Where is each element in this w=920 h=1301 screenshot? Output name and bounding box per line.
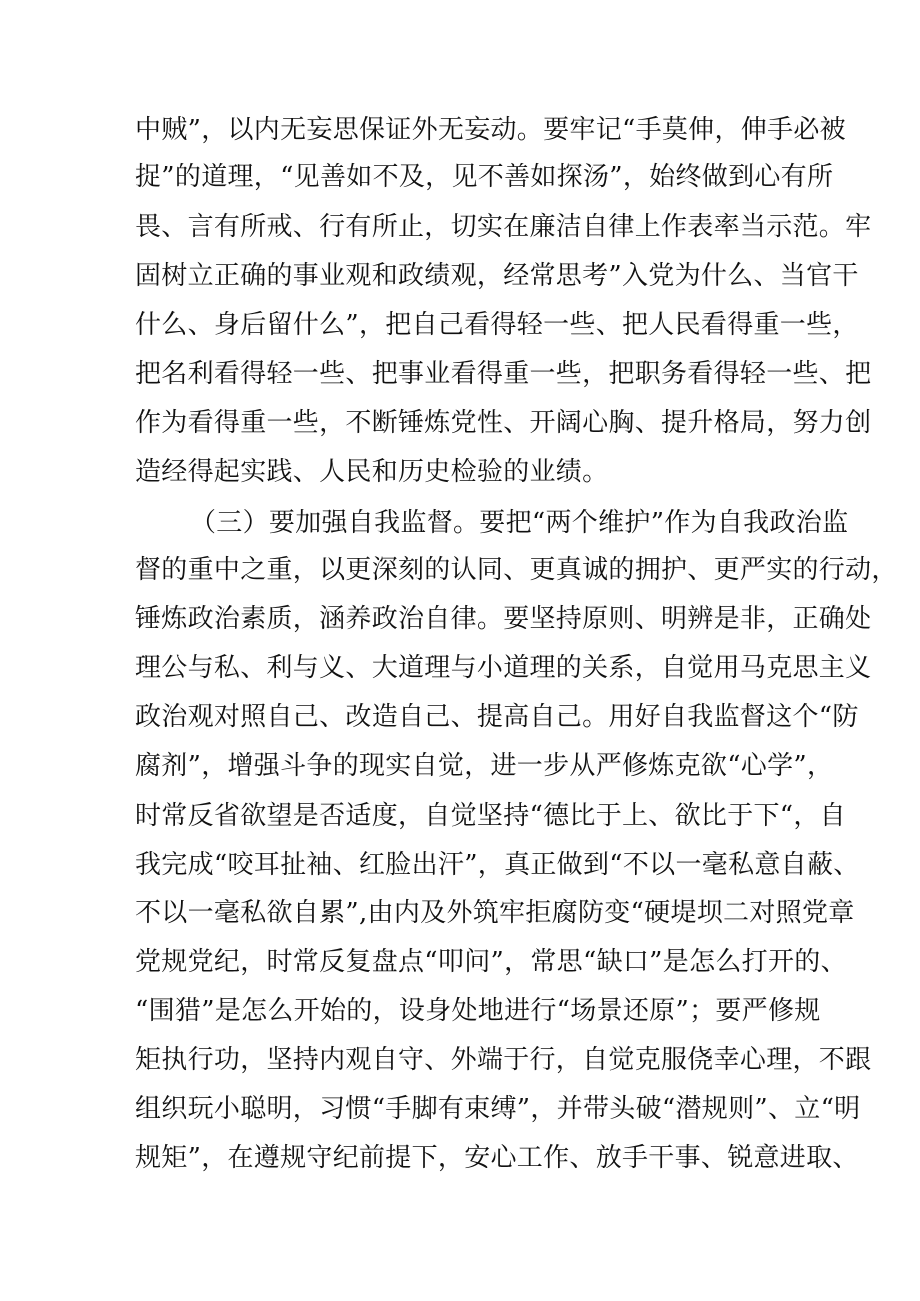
text-line: 捉”的道理，“见善如不及，见不善如探汤”，始终做到心有所 [135,162,834,192]
text-line: 督的重中之重，以更深刻的认同、更真诚的拥护、更严实的行动， [135,555,898,585]
text-line: 不以一毫私欲自累”,由内及外筑牢拒腐防变“硬堤坝二对照党章 [135,898,855,928]
text-line: 中贼”，以内无妄思保证外无妄动。要牢记“手莫伸，伸手必被 [135,115,846,145]
text-line: 腐剂”，增强斗争的现实自觉，进一步从严修炼克欲“心学”， [135,751,834,781]
text-line: 把名利看得轻一些、把事业看得重一些，把职务看得轻一些、把 [135,359,872,389]
text-line: 矩执行功，坚持内观自守、外端于行，自觉克服侥幸心理，不跟 [135,1045,872,1075]
section-heading-line: （三）要加强自我监督。要把“两个维护”作为自我政治监 [190,508,849,538]
text-line: 党规党纪，时常反复盘点“叩问”，常思“缺口”是怎么打开的、 [135,947,847,977]
text-line: 理公与私、利与义、大道理与小道理的关系，自觉用马克思主义 [135,653,872,683]
text-line: 作为看得重一些，不断锤炼党性、开阔心胸、提升格局，努力创 [135,408,872,438]
text-line: 规矩”，在遵规守纪前提下，安心工作、放手干事、锐意进取、 [135,1143,859,1173]
text-line: 什么、身后留什么”，把自己看得轻一些、把人民看得重一些， [135,310,859,340]
text-line: 政治观对照自己、改造自己、提高自己。用好自我监督这个“防 [135,702,859,732]
text-line: “围猎”是怎么开始的，设身处地进行“场景还原”；要严修规 [135,996,821,1026]
text-line: 锤炼政治素质，涵养政治自律。要坚持原则、明辨是非，正确处 [135,604,872,634]
text-line: 畏、言有所戒、行有所止，切实在廉洁自律上作表率当示范。牢 [135,212,872,242]
text-line: 我完成“咬耳扯袖、红脸出汗”，真正做到“不以一毫私意自蔽、 [135,850,860,880]
text-line: 造经得起实践、人民和历史检验的业绩。 [135,457,609,487]
text-line: 组织玩小聪明，习惯“手脚有束缚”，并带头破“潜规则”、立“明 [135,1094,861,1124]
text-line: 固树立正确的事业观和政绩观，经常思考”入党为什么、当官干 [135,261,859,291]
text-line: 时常反省欲望是否适度，自觉坚持“德比于上、欲比于下“，自 [135,801,846,831]
